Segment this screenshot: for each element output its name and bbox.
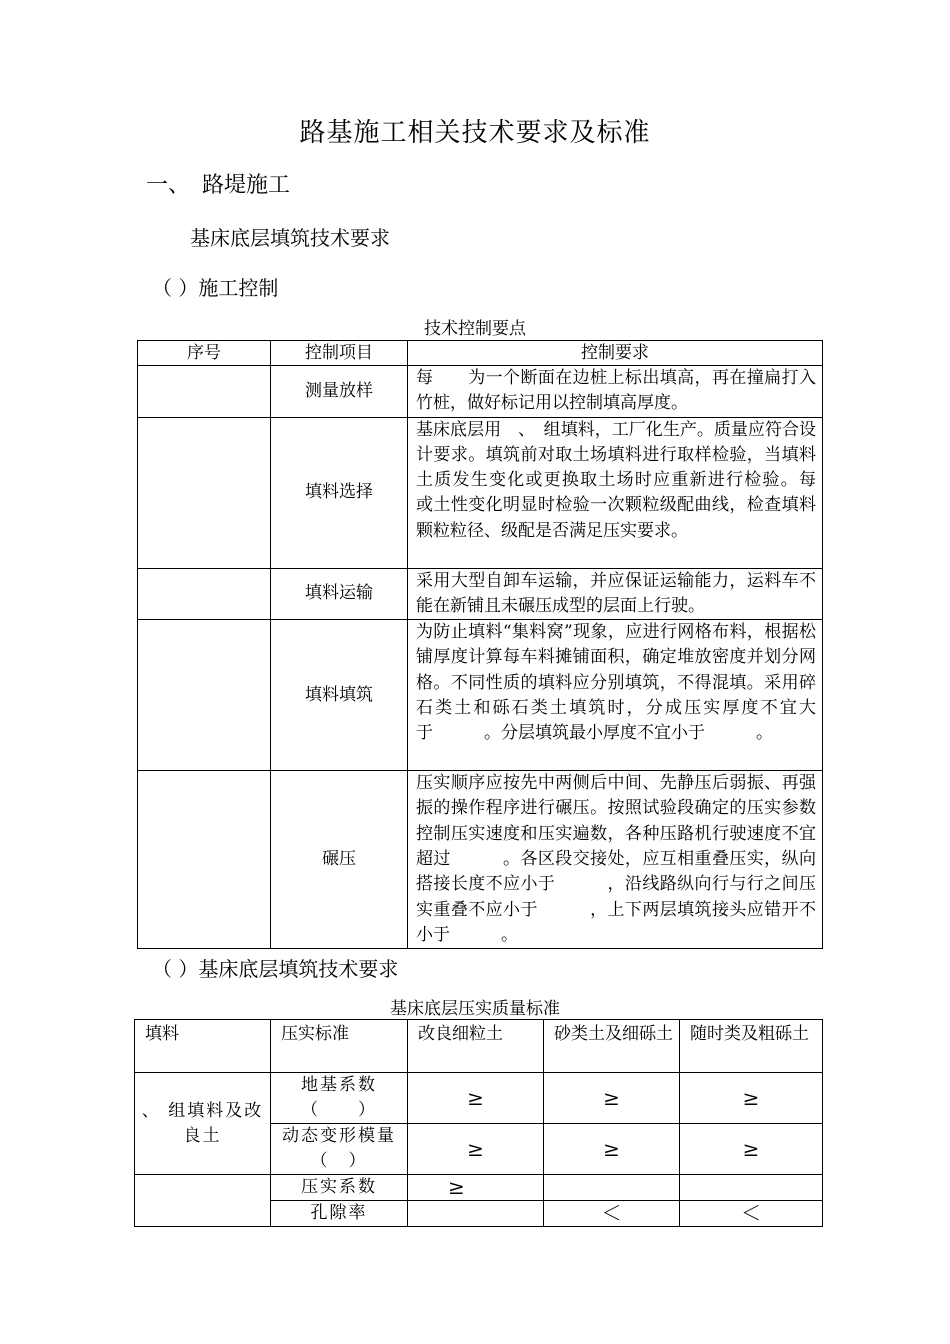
- standard-cell: 孔隙率: [271, 1201, 408, 1227]
- header-requirement: 控制要求: [408, 341, 823, 366]
- table2-caption: 基床底层压实质量标准: [390, 999, 560, 1019]
- item-cell: 碾压: [271, 771, 408, 949]
- table-row: [135, 1201, 823, 1227]
- section-number: 一、: [146, 173, 191, 198]
- fill-group-cell: 、 组填料及改良土: [135, 1073, 271, 1175]
- value-cell: ≥: [680, 1124, 823, 1175]
- table-header-row: [138, 341, 823, 366]
- header-improved-fine-soil: 改良细粒土: [408, 1020, 544, 1073]
- requirement-cell: 为防止填料“集料窝”现象，应进行网格布料，根据松铺厚度计算每车料摊铺面积，确定堆放密度并划分网格。不同性质的填料应分别填筑，不得混填。采用碎石类土和砾石类土填筑时，分成压实厚度不宜大于 。分层填筑最小厚度不宜小于 。: [408, 620, 823, 771]
- value-cell: ＜: [544, 1201, 680, 1227]
- value-cell: ＜: [680, 1201, 823, 1227]
- header-item: 控制项目: [271, 341, 408, 366]
- seq-cell: [138, 366, 271, 418]
- part2-heading: （ ）基床底层填筑技术要求: [152, 957, 399, 981]
- standard-cell: 压实系数: [271, 1175, 408, 1201]
- seq-cell: [138, 771, 271, 949]
- table-row: [138, 366, 823, 418]
- table-row: [135, 1073, 823, 1124]
- value-cell: ≥: [544, 1124, 680, 1175]
- header-standard: 压实标准: [271, 1020, 408, 1073]
- seq-cell: [138, 417, 271, 568]
- requirement-cell: 压实顺序应按先中两侧后中间、先静压后弱振、再强振的操作程序进行碾压。按照试验段确定的压实参数控制压实速度和压实遍数，各种压路机行驶速度不宜超过 。各区段交接处，应互相重叠压实，纵向搭接长度不应小于 ，沿线路纵向行与行之间压实重叠不应小于 ，上下两层填筑接头应错开不小于 。: [408, 771, 823, 949]
- seq-cell: [138, 620, 271, 771]
- standard-cell: 动态变形模量（ ）: [271, 1124, 408, 1175]
- table-row: [138, 771, 823, 949]
- header-seq: 序号: [138, 341, 271, 366]
- standard-cell: 地基系数（ ）: [271, 1073, 408, 1124]
- table-header-row: [135, 1020, 823, 1073]
- header-coarse-gravel: 随时类及粗砾土: [680, 1020, 823, 1073]
- item-cell: 填料填筑: [271, 620, 408, 771]
- fill-group-cell-continued: [135, 1175, 271, 1201]
- item-cell: 填料选择: [271, 417, 408, 568]
- technical-control-table: [137, 340, 884, 949]
- value-cell: ≥: [544, 1073, 680, 1124]
- value-cell: [408, 1201, 544, 1227]
- value-cell: ≥: [408, 1073, 544, 1124]
- table-row: [135, 1175, 823, 1201]
- requirement-cell: 基床底层用 、 组填料，工厂化生产。质量应符合设计要求。填筑前对取土场填料进行取样检验，当填料土质发生变化或更换取土场时应重新进行检验。每 或土性变化明显时检验一次颗粒级配曲线，检查填料颗粒粒径、级配是否满足压实要求。: [408, 417, 823, 568]
- table-row: [138, 620, 823, 771]
- value-cell: ≥: [680, 1073, 823, 1124]
- table-row: [138, 568, 823, 620]
- fill-group-cell-continued: [135, 1201, 271, 1227]
- value-cell: ≥: [408, 1124, 544, 1175]
- part1-heading: （ ）施工控制: [152, 276, 279, 300]
- requirement-cell: 每 为一个断面在边桩上标出填高，再在撞扁打入竹桩，做好标记用以控制填高厚度。: [408, 366, 823, 418]
- value-cell: [680, 1175, 823, 1201]
- item-cell: 填料运输: [271, 568, 408, 620]
- section-title: 路堤施工: [202, 173, 291, 198]
- section-heading: [146, 168, 290, 199]
- item-cell: 测量放样: [271, 366, 408, 418]
- header-sand-fine-gravel: 砂类土及细砾土: [544, 1020, 680, 1073]
- requirement-cell: 采用大型自卸车运输，并应保证运输能力，运料车不能在新铺且未碾压成型的层面上行驶。: [408, 568, 823, 620]
- seq-cell: [138, 568, 271, 620]
- table-row: [138, 417, 823, 568]
- compaction-standard-table: [134, 1019, 823, 1227]
- subsection-heading: 基床底层填筑技术要求: [190, 226, 390, 250]
- value-cell: [544, 1175, 680, 1201]
- value-cell: ≥: [408, 1175, 544, 1201]
- table1-caption: 技术控制要点: [424, 319, 526, 339]
- header-fill: 填料: [135, 1020, 271, 1073]
- page-title: 路基施工相关技术要求及标准: [299, 118, 651, 148]
